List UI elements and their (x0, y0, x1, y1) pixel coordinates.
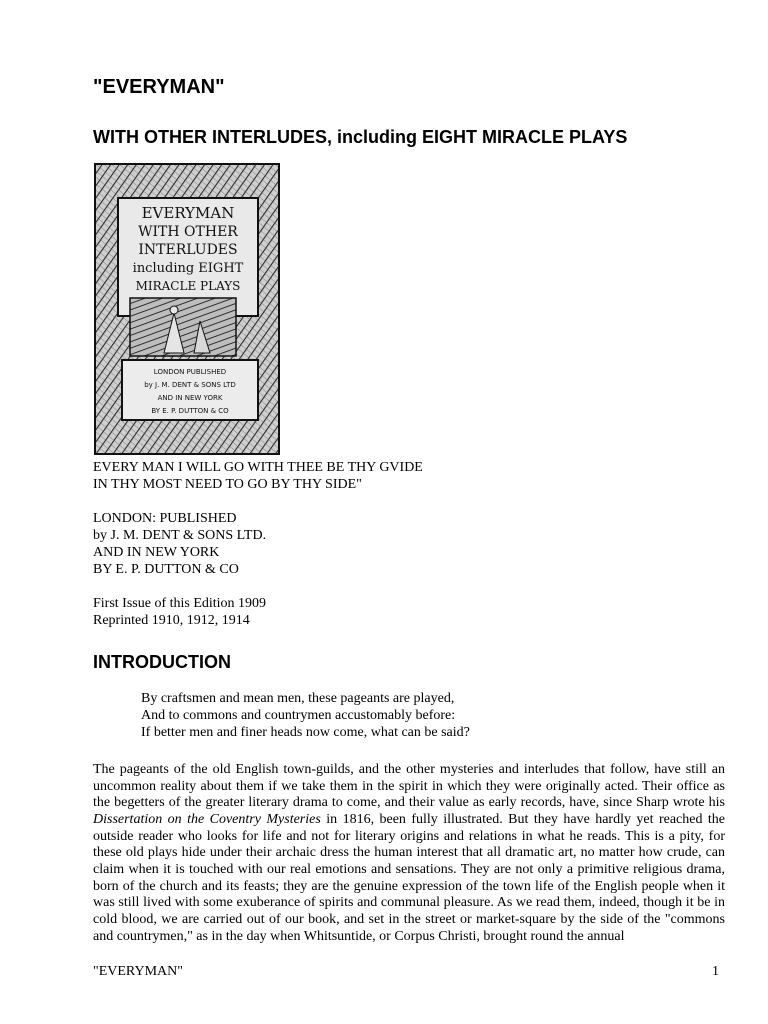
verse-line: If better men and finer heads now come, what can be said? (141, 725, 470, 740)
body-paragraph (93, 762, 725, 945)
verse-line: And to commons and countrymen accustomably before: (141, 708, 456, 723)
book-title-italic: Dissertation on the Coventry Mysteries (93, 811, 321, 827)
publisher-line: AND IN NEW YORK (93, 545, 220, 560)
svg-text:INTERLUDES: INTERLUDES (138, 242, 238, 258)
svg-text:LONDON PUBLISHED: LONDON PUBLISHED (153, 368, 227, 376)
svg-text:MIRACLE PLAYS: MIRACLE PLAYS (135, 279, 241, 293)
epigraph (93, 459, 423, 493)
publisher-line: LONDON: PUBLISHED (93, 511, 237, 526)
publisher-line: by J. M. DENT & SONS LTD. (93, 528, 267, 543)
document-subtitle: WITH OTHER INTERLUDES, including EIGHT MIRACLE PLAYS (93, 127, 628, 147)
edition-info (93, 595, 266, 629)
document-title: "EVERYMAN" (93, 76, 225, 98)
verse-block (141, 690, 470, 741)
cover-title-text (133, 204, 244, 293)
verse-line: By craftsmen and mean men, these pageants are played, (141, 691, 455, 706)
svg-text:WITH OTHER: WITH OTHER (138, 224, 238, 240)
svg-text:EVERYMAN: EVERYMAN (141, 204, 235, 222)
svg-text:AND IN NEW YORK: AND IN NEW YORK (157, 394, 223, 402)
running-footer: "EVERYMAN" (93, 964, 183, 979)
section-heading: INTRODUCTION (93, 652, 231, 672)
svg-text:BY E. P. DUTTON & CO: BY E. P. DUTTON & CO (151, 407, 229, 415)
edition-line: Reprinted 1910, 1912, 1914 (93, 613, 250, 628)
svg-text:by J. M. DENT & SONS LTD: by J. M. DENT & SONS LTD (144, 381, 236, 389)
cover-illustration (94, 163, 280, 455)
paragraph-text: The pageants of the old English town-guilds, and the other mysteries and interludes that follow, have still an uncommon reality about them if we take them in the spirit in which they were originally acted. Their office as the begetters of the greater literary drama to come, and their value as early records, have, since Sharp wrote his (93, 762, 725, 811)
epigraph-line: EVERY MAN I WILL GO WITH THEE BE THY GVIDE (93, 460, 423, 475)
svg-text:including EIGHT: including EIGHT (132, 261, 244, 276)
edition-line: First Issue of this Edition 1909 (93, 596, 267, 611)
page-number: 1 (712, 964, 719, 979)
publisher-line: BY E. P. DUTTON & CO (93, 562, 239, 577)
publisher-info (93, 510, 266, 578)
paragraph-text: in 1816, been fully illustrated. But they have hardly yet reached the outside reader who looks for life and not for literary origins and relations in what he reads. This is a pity, for these old plays hide under their archaic dress the human interest that all dramatic art, no matter how crude, can claim when it is touched with our real emotions and sensations. They are not only a primitive religious drama, born of the church and its feasts; they are the genuine expression of the town life of the English people when it was still lived with some exuberance of spirits and communal pleasure. As we read them, indeed, though it be in cold blood, we are carried out of our book, and set in the street or market-square by the side of the "commons and countrymen," as in the day when Whitsuntide, or Corpus Christi, brought round the annual (93, 811, 725, 944)
epigraph-line: IN THY MOST NEED TO GO BY THY SIDE" (93, 477, 362, 492)
